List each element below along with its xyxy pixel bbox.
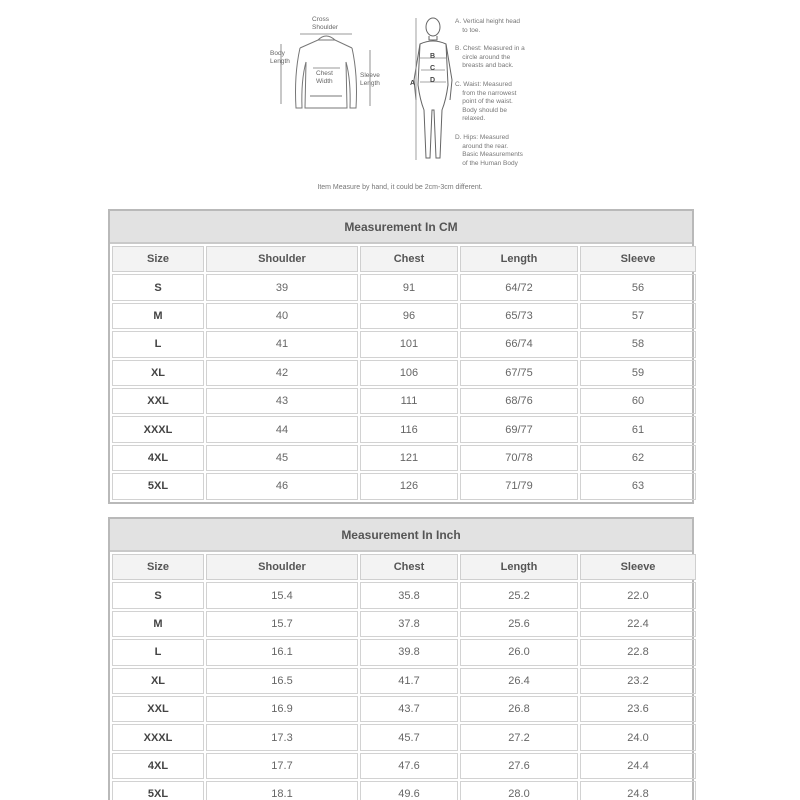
- cell-sleeve: 23.6: [580, 696, 696, 722]
- table-row: [112, 303, 696, 329]
- measurement-diagram: [0, 0, 800, 200]
- cell-chest: 101: [360, 331, 458, 357]
- cell-chest: 116: [360, 416, 458, 442]
- cell-size: 5XL: [112, 473, 204, 499]
- cell-length: 65/73: [460, 303, 578, 329]
- cell-size: 5XL: [112, 781, 204, 800]
- cell-chest: 35.8: [360, 582, 458, 608]
- body-letter-a: A: [410, 80, 416, 87]
- cell-shoulder: 43: [206, 388, 358, 414]
- body-sketch: [414, 18, 452, 158]
- garment-and-body-illustration: [0, 0, 800, 200]
- column-header-size: Size: [112, 246, 204, 272]
- cell-shoulder: 16.5: [206, 668, 358, 694]
- body-note-a: A. Vertical height head to toe.: [455, 18, 521, 34]
- cell-size: XXXL: [112, 724, 204, 750]
- table-row: [112, 388, 696, 414]
- cell-sleeve: 23.2: [580, 668, 696, 694]
- cell-shoulder: 46: [206, 473, 358, 499]
- cell-length: 64/72: [460, 274, 578, 300]
- cell-sleeve: 22.8: [580, 639, 696, 665]
- cell-sleeve: 24.4: [580, 753, 696, 779]
- cell-size: L: [112, 639, 204, 665]
- cm-table-title: Measurement In CM: [110, 211, 692, 244]
- cell-size: M: [112, 611, 204, 637]
- inch-size-table: [108, 517, 694, 800]
- cell-length: 25.2: [460, 582, 578, 608]
- table-row: [112, 668, 696, 694]
- cell-length: 66/74: [460, 331, 578, 357]
- column-header-chest: Chest: [360, 554, 458, 580]
- cell-chest: 106: [360, 360, 458, 386]
- inch-table-title: Measurement In Inch: [110, 519, 692, 552]
- cell-chest: 91: [360, 274, 458, 300]
- cell-length: 69/77: [460, 416, 578, 442]
- cell-length: 68/76: [460, 388, 578, 414]
- cell-size: 4XL: [112, 445, 204, 471]
- cell-shoulder: 17.3: [206, 724, 358, 750]
- cell-length: 67/75: [460, 360, 578, 386]
- cell-chest: 111: [360, 388, 458, 414]
- cell-chest: 49.6: [360, 781, 458, 800]
- cell-shoulder: 16.9: [206, 696, 358, 722]
- cell-shoulder: 45: [206, 445, 358, 471]
- column-header-shoulder: Shoulder: [206, 554, 358, 580]
- table-row: [112, 696, 696, 722]
- cell-size: XL: [112, 668, 204, 694]
- chest-width-label: Chest Width: [316, 70, 333, 85]
- cell-sleeve: 58: [580, 331, 696, 357]
- cell-chest: 47.6: [360, 753, 458, 779]
- table-row: [112, 724, 696, 750]
- cell-sleeve: 57: [580, 303, 696, 329]
- cell-shoulder: 15.7: [206, 611, 358, 637]
- cell-size: XXL: [112, 696, 204, 722]
- cell-sleeve: 60: [580, 388, 696, 414]
- column-header-length: Length: [460, 246, 578, 272]
- cell-size: L: [112, 331, 204, 357]
- cell-length: 70/78: [460, 445, 578, 471]
- cell-chest: 39.8: [360, 639, 458, 665]
- body-note-b: B. Chest: Measured in a circle around the breasts and back.: [455, 45, 525, 69]
- cell-shoulder: 17.7: [206, 753, 358, 779]
- cell-shoulder: 41: [206, 331, 358, 357]
- cell-shoulder: 39: [206, 274, 358, 300]
- cell-length: 27.2: [460, 724, 578, 750]
- body-letter-c: C: [430, 65, 436, 72]
- cell-sleeve: 24.0: [580, 724, 696, 750]
- cross-shoulder-label: Cross Shoulder: [312, 16, 339, 31]
- cell-shoulder: 40: [206, 303, 358, 329]
- body-letter-d: D: [430, 77, 436, 84]
- cell-chest: 121: [360, 445, 458, 471]
- cell-sleeve: 62: [580, 445, 696, 471]
- body-letter-b: B: [430, 53, 436, 60]
- cell-length: 26.4: [460, 668, 578, 694]
- inch-table-body: [112, 582, 696, 800]
- table-row: [112, 582, 696, 608]
- column-header-sleeve: Sleeve: [580, 246, 696, 272]
- table-row: [112, 360, 696, 386]
- cell-shoulder: 44: [206, 416, 358, 442]
- body-note-c: C. Waist: Measured from the narrowest point of the waist. Body should be relaxed.: [455, 81, 517, 122]
- inch-header-row: [112, 554, 696, 580]
- cell-chest: 37.8: [360, 611, 458, 637]
- cell-sleeve: 63: [580, 473, 696, 499]
- cell-length: 26.8: [460, 696, 578, 722]
- cell-shoulder: 18.1: [206, 781, 358, 800]
- cell-size: S: [112, 582, 204, 608]
- cell-sleeve: 59: [580, 360, 696, 386]
- cell-length: 71/79: [460, 473, 578, 499]
- table-row: [112, 473, 696, 499]
- cell-sleeve: 56: [580, 274, 696, 300]
- cm-size-table: [108, 209, 694, 504]
- table-row: [112, 753, 696, 779]
- column-header-shoulder: Shoulder: [206, 246, 358, 272]
- cell-sleeve: 61: [580, 416, 696, 442]
- table-row: [112, 416, 696, 442]
- cell-sleeve: 22.0: [580, 582, 696, 608]
- cell-length: 27.6: [460, 753, 578, 779]
- cm-table-body: [112, 274, 696, 499]
- cell-chest: 126: [360, 473, 458, 499]
- cm-header-row: [112, 246, 696, 272]
- body-measure-lines: [416, 18, 447, 160]
- table-row: [112, 611, 696, 637]
- cell-sleeve: 24.8: [580, 781, 696, 800]
- table-row: [112, 274, 696, 300]
- cell-shoulder: 42: [206, 360, 358, 386]
- cell-chest: 43.7: [360, 696, 458, 722]
- table-row: [112, 331, 696, 357]
- cell-size: S: [112, 274, 204, 300]
- cell-length: 28.0: [460, 781, 578, 800]
- body-length-label: Body Length: [270, 50, 290, 65]
- table-row: [112, 445, 696, 471]
- cell-size: M: [112, 303, 204, 329]
- table-row: [112, 639, 696, 665]
- table-row: [112, 781, 696, 800]
- cell-sleeve: 22.4: [580, 611, 696, 637]
- cell-length: 26.0: [460, 639, 578, 665]
- cell-chest: 41.7: [360, 668, 458, 694]
- cell-shoulder: 15.4: [206, 582, 358, 608]
- column-header-chest: Chest: [360, 246, 458, 272]
- body-note-d: D. Hips: Measured around the rear. Basic Measurements of the Human Body: [455, 134, 523, 167]
- column-header-size: Size: [112, 554, 204, 580]
- sleeve-length-label: Sleeve Length: [360, 72, 380, 87]
- cell-chest: 96: [360, 303, 458, 329]
- cell-size: 4XL: [112, 753, 204, 779]
- cell-length: 25.6: [460, 611, 578, 637]
- cell-chest: 45.7: [360, 724, 458, 750]
- cell-size: XXL: [112, 388, 204, 414]
- cell-size: XXXL: [112, 416, 204, 442]
- column-header-sleeve: Sleeve: [580, 554, 696, 580]
- column-header-length: Length: [460, 554, 578, 580]
- cell-shoulder: 16.1: [206, 639, 358, 665]
- cm-table-grid: [110, 244, 698, 502]
- cell-size: XL: [112, 360, 204, 386]
- hand-measure-note: Item Measure by hand, it could be 2cm-3cm different.: [317, 184, 483, 191]
- inch-table-grid: [110, 552, 698, 800]
